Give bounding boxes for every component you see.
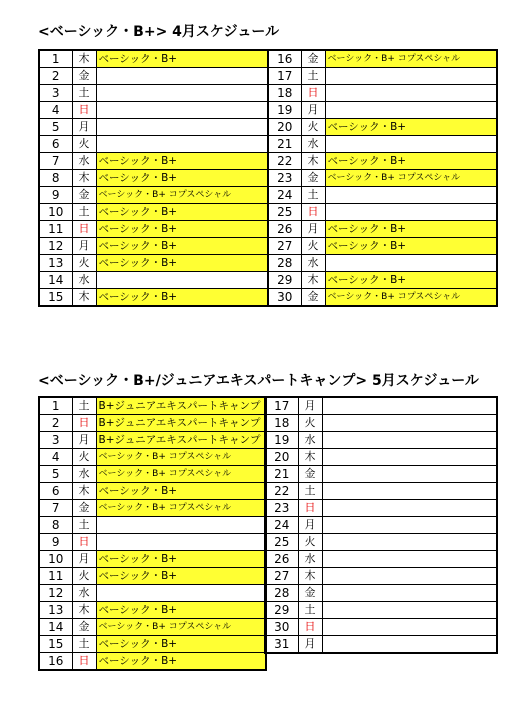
event-label bbox=[322, 415, 497, 432]
weekday: 月 bbox=[298, 517, 322, 534]
weekday: 水 bbox=[72, 153, 96, 170]
day-number: 31 bbox=[265, 636, 298, 654]
day-number: 19 bbox=[265, 432, 298, 449]
table-row bbox=[265, 619, 497, 636]
may-schedule-title: <ベーシック・B+/ジュニアエキスパートキャンプ> 5月スケジュール bbox=[38, 373, 479, 389]
weekday: 火 bbox=[72, 136, 96, 153]
day-number: 9 bbox=[39, 534, 72, 551]
weekday: 金 bbox=[301, 170, 325, 187]
day-number: 5 bbox=[39, 119, 72, 136]
day-number: 10 bbox=[39, 551, 72, 568]
event-label: ベーシック・B+ bbox=[96, 483, 266, 500]
event-label: ベーシック・B+ bbox=[325, 221, 497, 238]
day-number: 7 bbox=[39, 500, 72, 517]
day-number: 21 bbox=[268, 136, 301, 153]
april-schedule-title: <ベーシック・B+> 4月スケジュール bbox=[38, 24, 280, 40]
event-label bbox=[96, 517, 266, 534]
day-number: 18 bbox=[265, 415, 298, 432]
day-number: 15 bbox=[39, 289, 72, 307]
day-number: 13 bbox=[39, 602, 72, 619]
event-label bbox=[96, 585, 266, 602]
event-label: ベーシック・B+ コプスペシャル bbox=[96, 500, 266, 517]
table-row bbox=[265, 397, 497, 415]
event-label bbox=[322, 568, 497, 585]
day-number: 16 bbox=[39, 653, 72, 671]
weekday: 水 bbox=[301, 136, 325, 153]
day-number: 23 bbox=[265, 500, 298, 517]
table-row bbox=[39, 289, 497, 307]
weekday: 木 bbox=[298, 568, 322, 585]
table-row bbox=[39, 568, 266, 585]
weekday: 火 bbox=[298, 534, 322, 551]
event-label bbox=[96, 85, 268, 102]
event-label: ベーシック・B+ bbox=[325, 119, 497, 136]
day-number: 1 bbox=[39, 50, 72, 68]
day-number: 23 bbox=[268, 170, 301, 187]
table-row bbox=[39, 119, 497, 136]
event-label bbox=[322, 483, 497, 500]
event-label bbox=[322, 619, 497, 636]
weekday: 金 bbox=[298, 585, 322, 602]
event-label: ベーシック・B+ bbox=[96, 636, 266, 653]
day-number: 27 bbox=[265, 568, 298, 585]
weekday: 金 bbox=[298, 466, 322, 483]
weekday: 水 bbox=[72, 585, 96, 602]
day-number: 17 bbox=[265, 397, 298, 415]
weekday: 火 bbox=[72, 255, 96, 272]
event-label: ベーシック・B+ bbox=[96, 50, 268, 68]
event-label: B+ジュニアエキスパートキャンプ bbox=[96, 415, 266, 432]
day-number: 6 bbox=[39, 483, 72, 500]
event-label bbox=[325, 102, 497, 119]
table-row bbox=[265, 500, 497, 517]
weekday: 水 bbox=[298, 551, 322, 568]
day-number: 22 bbox=[268, 153, 301, 170]
day-number: 26 bbox=[265, 551, 298, 568]
may-schedule-table-left bbox=[38, 396, 267, 671]
weekday: 火 bbox=[298, 415, 322, 432]
day-number: 28 bbox=[268, 255, 301, 272]
table-row bbox=[265, 551, 497, 568]
event-label bbox=[322, 551, 497, 568]
day-number: 8 bbox=[39, 170, 72, 187]
table-row bbox=[39, 653, 266, 671]
weekday: 火 bbox=[301, 119, 325, 136]
weekday: 水 bbox=[72, 466, 96, 483]
weekday: 水 bbox=[301, 255, 325, 272]
event-label bbox=[322, 397, 497, 415]
day-number: 3 bbox=[39, 432, 72, 449]
event-label: ベーシック・B+ bbox=[325, 153, 497, 170]
table-row bbox=[39, 534, 266, 551]
day-number: 27 bbox=[268, 238, 301, 255]
day-number: 8 bbox=[39, 517, 72, 534]
table-row bbox=[265, 466, 497, 483]
weekday: 月 bbox=[72, 238, 96, 255]
table-row bbox=[39, 449, 266, 466]
weekday: 日 bbox=[72, 102, 96, 119]
table-row bbox=[39, 221, 497, 238]
weekday: 木 bbox=[72, 170, 96, 187]
event-label bbox=[322, 500, 497, 517]
day-number: 28 bbox=[265, 585, 298, 602]
event-label: ベーシック・B+ bbox=[96, 602, 266, 619]
weekday: 水 bbox=[72, 272, 96, 289]
event-label: B+ジュニアエキスパートキャンプ bbox=[96, 432, 266, 449]
table-row bbox=[39, 517, 266, 534]
table-row bbox=[39, 432, 266, 449]
event-label bbox=[322, 636, 497, 654]
weekday: 日 bbox=[298, 619, 322, 636]
event-label: ベーシック・B+ コプスペシャル bbox=[96, 449, 266, 466]
day-number: 25 bbox=[268, 204, 301, 221]
table-row bbox=[39, 636, 266, 653]
weekday: 金 bbox=[72, 68, 96, 85]
event-label bbox=[322, 602, 497, 619]
event-label: ベーシック・B+ コプスペシャル bbox=[325, 50, 497, 68]
event-label bbox=[322, 466, 497, 483]
table-row bbox=[39, 204, 497, 221]
weekday: 木 bbox=[72, 50, 96, 68]
event-label bbox=[325, 136, 497, 153]
table-row bbox=[39, 602, 266, 619]
day-number: 30 bbox=[268, 289, 301, 307]
weekday: 土 bbox=[72, 397, 96, 415]
weekday: 日 bbox=[298, 500, 322, 517]
table-row bbox=[39, 272, 497, 289]
table-row bbox=[39, 397, 266, 415]
table-row bbox=[265, 636, 497, 654]
table-row bbox=[265, 568, 497, 585]
weekday: 日 bbox=[72, 221, 96, 238]
day-number: 17 bbox=[268, 68, 301, 85]
day-number: 7 bbox=[39, 153, 72, 170]
weekday: 月 bbox=[298, 636, 322, 654]
weekday: 月 bbox=[301, 102, 325, 119]
event-label bbox=[325, 85, 497, 102]
weekday: 金 bbox=[72, 619, 96, 636]
event-label: ベーシック・B+ コプスペシャル bbox=[96, 619, 266, 636]
day-number: 9 bbox=[39, 187, 72, 204]
event-label: ベーシック・B+ bbox=[96, 221, 268, 238]
day-number: 24 bbox=[268, 187, 301, 204]
table-row bbox=[39, 85, 497, 102]
weekday: 木 bbox=[298, 449, 322, 466]
weekday: 木 bbox=[72, 483, 96, 500]
day-number: 2 bbox=[39, 415, 72, 432]
weekday: 日 bbox=[72, 415, 96, 432]
day-number: 21 bbox=[265, 466, 298, 483]
event-label bbox=[322, 534, 497, 551]
table-row bbox=[39, 415, 266, 432]
weekday: 土 bbox=[72, 517, 96, 534]
event-label bbox=[322, 449, 497, 466]
weekday: 月 bbox=[298, 397, 322, 415]
weekday: 土 bbox=[298, 483, 322, 500]
table-row bbox=[39, 187, 497, 204]
weekday: 金 bbox=[72, 187, 96, 204]
table-row bbox=[39, 102, 497, 119]
event-label: ベーシック・B+ bbox=[96, 568, 266, 585]
day-number: 15 bbox=[39, 636, 72, 653]
day-number: 10 bbox=[39, 204, 72, 221]
weekday: 木 bbox=[301, 153, 325, 170]
event-label bbox=[322, 585, 497, 602]
weekday: 金 bbox=[301, 289, 325, 307]
weekday: 金 bbox=[72, 500, 96, 517]
weekday: 木 bbox=[301, 272, 325, 289]
table-row bbox=[265, 602, 497, 619]
weekday: 土 bbox=[298, 602, 322, 619]
event-label bbox=[96, 272, 268, 289]
event-label: ベーシック・B+ bbox=[96, 170, 268, 187]
table-row bbox=[39, 238, 497, 255]
table-row bbox=[39, 500, 266, 517]
weekday: 日 bbox=[72, 653, 96, 671]
day-number: 11 bbox=[39, 568, 72, 585]
table-row bbox=[265, 432, 497, 449]
weekday: 土 bbox=[301, 68, 325, 85]
day-number: 29 bbox=[268, 272, 301, 289]
weekday: 月 bbox=[72, 432, 96, 449]
day-number: 20 bbox=[268, 119, 301, 136]
event-label: B+ジュニアエキスパートキャンプ bbox=[96, 397, 266, 415]
event-label bbox=[96, 102, 268, 119]
weekday: 火 bbox=[72, 568, 96, 585]
table-row bbox=[265, 415, 497, 432]
event-label bbox=[325, 204, 497, 221]
day-number: 29 bbox=[265, 602, 298, 619]
weekday: 日 bbox=[301, 204, 325, 221]
table-row bbox=[39, 585, 266, 602]
day-number: 12 bbox=[39, 585, 72, 602]
weekday: 月 bbox=[301, 221, 325, 238]
event-label: ベーシック・B+ コプスペシャル bbox=[325, 170, 497, 187]
day-number: 13 bbox=[39, 255, 72, 272]
event-label: ベーシック・B+ コプスペシャル bbox=[96, 466, 266, 483]
weekday: 土 bbox=[72, 85, 96, 102]
day-number: 6 bbox=[39, 136, 72, 153]
day-number: 18 bbox=[268, 85, 301, 102]
day-number: 14 bbox=[39, 272, 72, 289]
weekday: 土 bbox=[72, 204, 96, 221]
weekday: 水 bbox=[298, 432, 322, 449]
table-row bbox=[39, 136, 497, 153]
weekday: 月 bbox=[72, 119, 96, 136]
day-number: 20 bbox=[265, 449, 298, 466]
day-number: 2 bbox=[39, 68, 72, 85]
event-label: ベーシック・B+ bbox=[96, 153, 268, 170]
weekday: 火 bbox=[72, 449, 96, 466]
day-number: 3 bbox=[39, 85, 72, 102]
event-label bbox=[322, 517, 497, 534]
event-label: ベーシック・B+ コプスペシャル bbox=[325, 289, 497, 307]
day-number: 11 bbox=[39, 221, 72, 238]
table-row bbox=[39, 619, 266, 636]
weekday: 木 bbox=[72, 602, 96, 619]
event-label: ベーシック・B+ bbox=[96, 289, 268, 307]
event-label: ベーシック・B+ コプスペシャル bbox=[96, 187, 268, 204]
april-schedule-table bbox=[38, 49, 498, 307]
event-label: ベーシック・B+ bbox=[325, 238, 497, 255]
event-label: ベーシック・B+ bbox=[96, 551, 266, 568]
event-label bbox=[325, 68, 497, 85]
day-number: 22 bbox=[265, 483, 298, 500]
table-row bbox=[39, 50, 497, 68]
event-label: ベーシック・B+ bbox=[96, 255, 268, 272]
weekday: 火 bbox=[301, 238, 325, 255]
table-row bbox=[39, 551, 266, 568]
day-number: 12 bbox=[39, 238, 72, 255]
event-label bbox=[96, 119, 268, 136]
weekday: 金 bbox=[301, 50, 325, 68]
may-schedule-table-right bbox=[264, 396, 498, 654]
day-number: 26 bbox=[268, 221, 301, 238]
day-number: 5 bbox=[39, 466, 72, 483]
event-label bbox=[96, 534, 266, 551]
weekday: 土 bbox=[301, 187, 325, 204]
weekday: 土 bbox=[72, 636, 96, 653]
day-number: 24 bbox=[265, 517, 298, 534]
table-row bbox=[39, 466, 266, 483]
event-label bbox=[325, 187, 497, 204]
weekday: 日 bbox=[72, 534, 96, 551]
day-number: 19 bbox=[268, 102, 301, 119]
day-number: 16 bbox=[268, 50, 301, 68]
event-label: ベーシック・B+ bbox=[325, 272, 497, 289]
day-number: 30 bbox=[265, 619, 298, 636]
table-row bbox=[39, 255, 497, 272]
event-label bbox=[96, 68, 268, 85]
table-row bbox=[265, 534, 497, 551]
table-row bbox=[265, 517, 497, 534]
day-number: 14 bbox=[39, 619, 72, 636]
day-number: 25 bbox=[265, 534, 298, 551]
day-number: 4 bbox=[39, 449, 72, 466]
table-row bbox=[39, 153, 497, 170]
table-row bbox=[39, 68, 497, 85]
table-row bbox=[265, 483, 497, 500]
event-label bbox=[322, 432, 497, 449]
event-label: ベーシック・B+ bbox=[96, 204, 268, 221]
event-label bbox=[96, 136, 268, 153]
table-row bbox=[39, 170, 497, 187]
weekday: 月 bbox=[72, 551, 96, 568]
event-label: ベーシック・B+ bbox=[96, 238, 268, 255]
weekday: 日 bbox=[301, 85, 325, 102]
table-row bbox=[265, 585, 497, 602]
day-number: 1 bbox=[39, 397, 72, 415]
day-number: 4 bbox=[39, 102, 72, 119]
table-row bbox=[265, 449, 497, 466]
table-row bbox=[39, 483, 266, 500]
weekday: 木 bbox=[72, 289, 96, 307]
event-label bbox=[325, 255, 497, 272]
event-label: ベーシック・B+ bbox=[96, 653, 266, 671]
